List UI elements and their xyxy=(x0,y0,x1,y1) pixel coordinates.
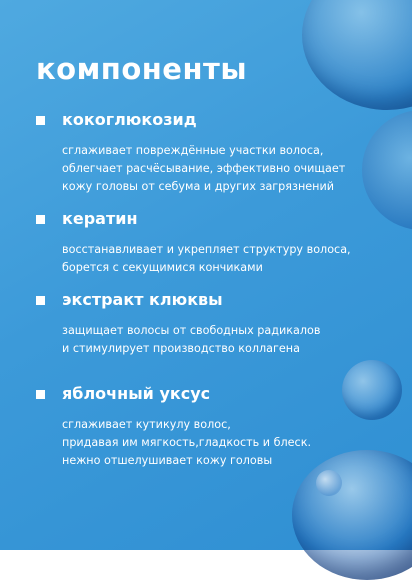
ingredient-header xyxy=(36,384,396,404)
page-title: компоненты xyxy=(36,52,248,86)
ingredient-header xyxy=(36,209,396,229)
ingredient-name: кокоглюкозид xyxy=(62,110,197,129)
square-bullet-icon xyxy=(36,296,45,305)
description-line: придавая им мягкость,гладкость и блеск. xyxy=(62,436,312,449)
square-bullet-icon xyxy=(36,116,45,125)
ingredient-name: яблочный уксус xyxy=(62,384,211,403)
ingredient-description xyxy=(62,416,396,470)
description-line: борется с секущимися кончиками xyxy=(62,261,263,274)
ingredient-description xyxy=(62,142,396,196)
description-line: и стимулирует производство коллагена xyxy=(62,342,300,355)
ingredient-header xyxy=(36,110,396,130)
ingredient-name: кератин xyxy=(62,209,138,228)
square-bullet-icon xyxy=(36,390,45,399)
ingredient-item xyxy=(36,290,396,358)
ingredient-description xyxy=(62,241,396,277)
square-bullet-icon xyxy=(36,215,45,224)
description-line: кожу головы от себума и других загрязнений xyxy=(62,180,335,193)
ingredient-item xyxy=(36,384,396,470)
description-line: восстанавливает и укрепляет структуру волоса, xyxy=(62,243,351,256)
description-line: сглаживает повреждённые участки волоса, xyxy=(62,144,324,157)
ingredient-item xyxy=(36,110,396,196)
ingredient-description xyxy=(62,322,396,358)
ingredient-item xyxy=(36,209,396,277)
description-line: облегчает расчёсывание, эффективно очищает xyxy=(62,162,346,175)
ingredient-name: экстракт клюквы xyxy=(62,290,223,309)
description-line: нежно отшелушивает кожу головы xyxy=(62,454,273,467)
description-line: защищает волосы от свободных радикалов xyxy=(62,324,321,337)
ingredient-header xyxy=(36,290,396,310)
description-line: сглаживает кутикулу волос, xyxy=(62,418,231,431)
